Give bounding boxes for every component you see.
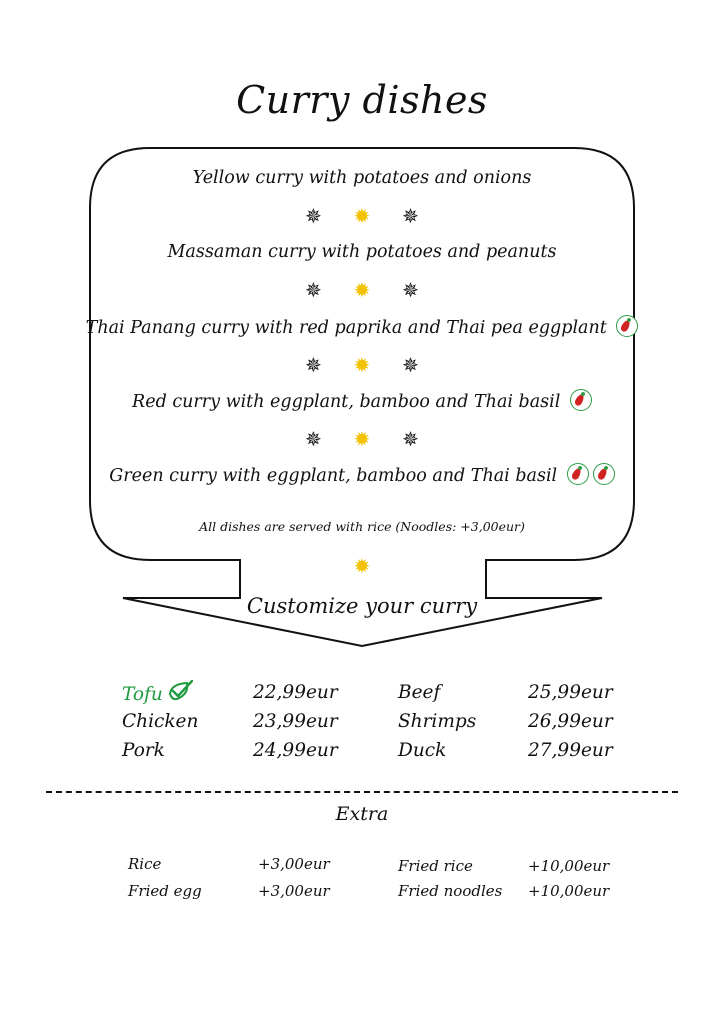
- extra-title: Extra: [335, 803, 389, 825]
- protein-name: Duck: [398, 740, 447, 761]
- extra-price: +10,00eur: [528, 857, 610, 875]
- chili-icon: [616, 315, 638, 337]
- protein-name: Pork: [122, 740, 165, 761]
- dish-name: Massaman curry with potatoes and peanuts: [167, 242, 557, 262]
- star-separator: [0, 554, 724, 578]
- protein-name: Beef: [398, 682, 441, 703]
- protein-price: 22,99eur: [253, 682, 338, 703]
- protein-price: 24,99eur: [253, 740, 338, 761]
- star-icon: ✹: [353, 353, 371, 377]
- protein-name: Chicken: [122, 711, 199, 732]
- protein-price: 27,99eur: [528, 740, 613, 761]
- chili-icon: [570, 389, 592, 411]
- star-separator: [0, 278, 724, 302]
- dish-name: Green curry with eggplant, bamboo and Thai basil: [109, 466, 558, 486]
- protein-price: 25,99eur: [528, 682, 613, 703]
- star-separator: [0, 427, 724, 451]
- extra-price: +3,00eur: [258, 855, 330, 873]
- star-icon: ✵: [402, 353, 419, 377]
- extra-name: Fried rice: [398, 857, 473, 875]
- extra-name: Rice: [128, 855, 162, 873]
- star-separator: [0, 204, 724, 228]
- extra-name: Fried egg: [128, 882, 202, 900]
- extra-name: Fried noodles: [398, 882, 503, 900]
- section-divider: [46, 791, 678, 793]
- star-icon: ✵: [305, 353, 322, 377]
- star-icon: ✹: [353, 278, 371, 302]
- extra-price: +10,00eur: [528, 882, 610, 900]
- dish-name: Yellow curry with potatoes and onions: [192, 168, 532, 188]
- customize-title: Customize your curry: [246, 594, 478, 618]
- dish-item: [0, 463, 724, 486]
- star-icon: ✵: [305, 427, 322, 451]
- star-icon: ✹: [353, 204, 371, 228]
- star-icon: ✵: [402, 278, 419, 302]
- dish-name: Thai Panang curry with red paprika and Thai pea eggplant: [85, 318, 607, 338]
- star-icon: ✵: [305, 204, 322, 228]
- protein-name: Tofu: [122, 680, 193, 705]
- rice-note: All dishes are served with rice (Noodles: +3,00eur): [199, 519, 525, 534]
- dish-name: Red curry with eggplant, bamboo and Thai basil: [132, 392, 561, 412]
- chili-icon: [567, 463, 589, 485]
- star-icon: ✵: [402, 204, 419, 228]
- protein-price: 23,99eur: [253, 711, 338, 732]
- dish-item: [0, 315, 724, 338]
- star-icon: ✹: [353, 554, 371, 578]
- dish-item: [0, 242, 724, 262]
- leaf-check-icon: [167, 680, 193, 702]
- star-icon: ✵: [305, 278, 322, 302]
- protein-price: 26,99eur: [528, 711, 613, 732]
- star-icon: ✵: [402, 427, 419, 451]
- page-title: Curry dishes: [236, 78, 488, 122]
- protein-name: Shrimps: [398, 711, 477, 732]
- chili-icon: [593, 463, 615, 485]
- star-icon: ✹: [353, 427, 371, 451]
- dish-item: [0, 389, 724, 412]
- star-separator: [0, 353, 724, 377]
- dish-item: [0, 168, 724, 188]
- extra-price: +3,00eur: [258, 882, 330, 900]
